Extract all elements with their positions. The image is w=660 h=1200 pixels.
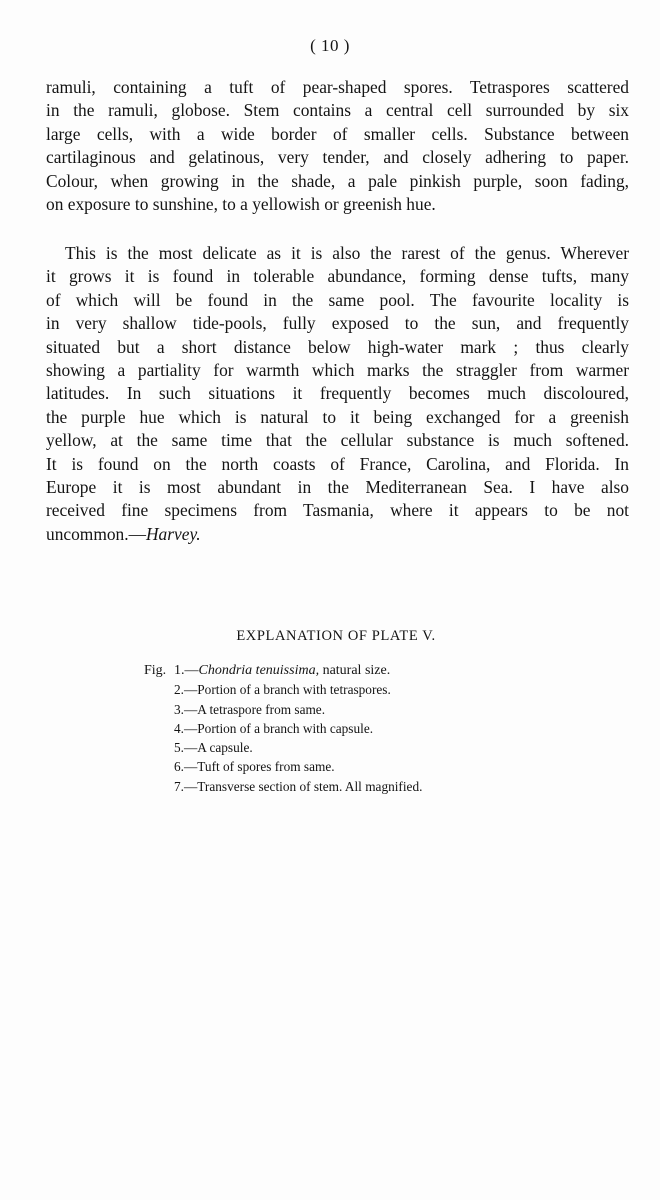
- text-line: latitudes. In such situations it frequently becomes much discoloured,: [46, 383, 629, 404]
- fig-caption: natural size.: [319, 663, 391, 678]
- text-line-end: uncommon.—: [46, 523, 146, 544]
- text-line: of which will be found in the same pool. The favourite locality is: [46, 289, 629, 310]
- fig-number: 1.: [174, 663, 185, 678]
- text-line: yellow, at the same time that the cellular substance is much softened.: [46, 430, 629, 451]
- text-line: it grows it is found in tolerable abundance, forming dense tufts, many: [46, 266, 629, 287]
- author-signature: Harvey.: [146, 523, 201, 544]
- text-line: Europe it is most abundant in the Mediterranean Sea. I have also: [46, 477, 629, 498]
- figure-item: [144, 738, 564, 757]
- figure-item: [144, 777, 564, 796]
- figure-item: [144, 719, 564, 738]
- fig-number: 7.: [174, 778, 184, 794]
- species-name: Chondria tenuissima,: [198, 663, 320, 678]
- fig-caption: —Transverse section of stem. All magnified.: [183, 778, 423, 794]
- text-line: It is found on the north coasts of France, Carolina, and Florida. In: [46, 453, 629, 474]
- text-line: the purple hue which is natural to it being exchanged for a greenish: [46, 406, 629, 427]
- fig-caption: —Portion of a branch with capsule.: [183, 720, 374, 736]
- fig-number: 2.: [174, 682, 184, 698]
- text-line: cartilaginous and gelatinous, very tender, and closely adhering to paper.: [46, 147, 629, 168]
- text-line: Colour, when growing in the shade, a pale pinkish purple, soon fading,: [46, 170, 629, 191]
- fig-number: 6.: [174, 759, 184, 775]
- paragraph-description: [46, 76, 629, 216]
- figure-item: [144, 757, 564, 776]
- fig-number: 3.: [174, 701, 184, 717]
- figure-item: [144, 680, 564, 699]
- fig-caption: —Portion of a branch with tetraspores.: [183, 682, 391, 698]
- text-line: in the ramuli, globose. Stem contains a central cell surrounded by six: [46, 100, 629, 121]
- text-line: in very shallow tide-pools, fully exposed to the sun, and frequently: [46, 313, 629, 334]
- text-line: received fine specimens from Tasmania, where it appears to be not: [46, 500, 629, 521]
- fig-number: 4.: [174, 720, 184, 736]
- fig-caption: —A tetraspore from same.: [183, 701, 326, 717]
- figure-item: [144, 661, 564, 680]
- fig-prefix: Fig.: [144, 663, 167, 678]
- explanation-heading: EXPLANATION OF PLATE V.: [236, 628, 436, 644]
- page-number: ( 10 ): [310, 36, 350, 55]
- text-line-final: [46, 523, 629, 546]
- text-line: large cells, with a wide border of smaller cells. Substance between: [46, 123, 629, 144]
- text-line: This is the most delicate as it is also the rarest of the genus. Wherever: [65, 243, 629, 263]
- figure-item: [144, 700, 564, 719]
- text-line: on exposure to sunshine, to a yellowish or greenish hue.: [46, 194, 436, 215]
- fig-caption: —A capsule.: [183, 740, 253, 756]
- figure-list: [144, 661, 564, 796]
- fig-number: 5.: [174, 740, 184, 756]
- fig-caption: —Tuft of spores from same.: [183, 759, 335, 775]
- text-line: ramuli, containing a tuft of pear-shaped spores. Tetraspores scattered: [46, 77, 629, 97]
- text-line: showing a partiality for warmth which marks the straggler from warmer: [46, 360, 629, 381]
- text-line: situated but a short distance below high-water mark ; thus clearly: [46, 336, 629, 357]
- paragraph-habitat: [46, 242, 629, 546]
- fig-dash: —: [184, 663, 199, 678]
- plate-explanation: [0, 628, 660, 794]
